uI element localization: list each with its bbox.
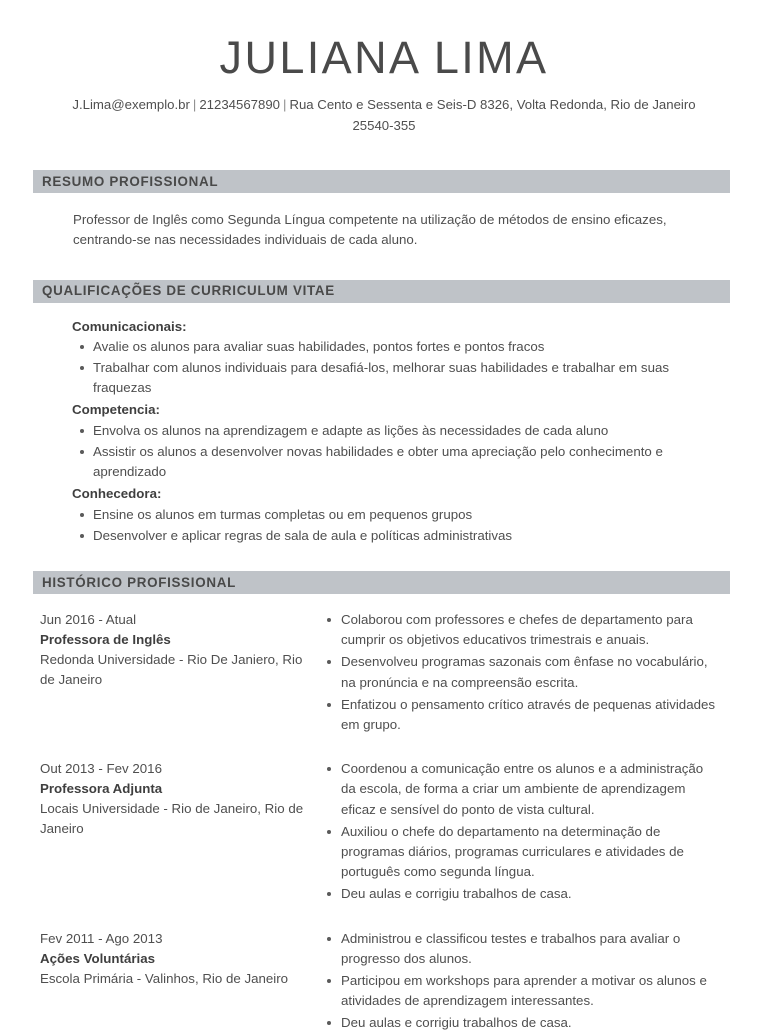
list-item: Desenvolveu programas sazonais com ênfase no vocabulário, na pronúncia e na compreensão escrita. — [325, 652, 720, 692]
list-item: Administrou e classificou testes e trabalhos para avaliar o progresso dos alunos. — [325, 929, 720, 969]
experience-entry — [40, 759, 738, 906]
experience-organization: Escola Primária - Valinhos, Rio de Janeiro — [40, 970, 289, 986]
summary-text: Professor de Inglês como Segunda Língua competente na utilização de métodos de ensino eficazes, centrando-se nas necessidades individuais de cada aluno. — [73, 212, 667, 248]
qualification-group — [72, 399, 716, 482]
experience-job-title: Professora de Inglês — [40, 631, 171, 647]
qualifications-body — [0, 303, 768, 546]
list-item: Ensine os alunos em turmas completas ou em pequenos grupos — [72, 505, 716, 525]
section-title-experience: HISTÓRICO PROFISSIONAL — [42, 574, 236, 590]
section-qualifications — [0, 280, 768, 546]
experience-organization: Redonda Universidade - Rio De Janiero, Rio de Janeiro — [40, 651, 303, 687]
qualification-group — [72, 483, 716, 546]
qualification-group-heading: Conhecedora: — [72, 486, 162, 502]
experience-entry-details — [325, 759, 738, 906]
experience-body — [0, 594, 768, 1036]
qualification-list — [72, 505, 716, 546]
experience-entry-details — [325, 610, 738, 737]
list-item: Auxiliou o chefe do departamento na determinação de programas diários, programas curriculares e atividades de português como segunda língua. — [325, 822, 720, 883]
experience-dates: Fev 2011 - Ago 2013 — [40, 930, 163, 946]
resume-header — [0, 0, 768, 136]
summary-body — [0, 193, 768, 250]
list-item: Deu aulas e corrigiu trabalhos de casa. — [325, 1013, 720, 1033]
contact-address: Rua Cento e Sessenta e Seis-D 8326, Volta Redonda, Rio de Janeiro — [289, 97, 696, 113]
experience-entry-meta — [40, 929, 325, 989]
list-item: Trabalhar com alunos individuais para desafiá-los, melhorar suas habilidades e trabalhar em suas fraquezas — [72, 358, 716, 398]
page-title: JULIANA LIMA — [219, 32, 549, 83]
qualification-list — [72, 421, 716, 483]
experience-job-title: Ações Voluntárias — [40, 950, 156, 966]
experience-entry-meta — [40, 759, 325, 839]
experience-bullet-list — [325, 929, 720, 1034]
contact-phone: 21234567890 — [199, 97, 280, 113]
contact-separator-1: | — [192, 97, 197, 113]
section-title-qualifications: QUALIFICAÇÕES DE CURRICULUM VITAE — [42, 283, 335, 299]
experience-organization: Locais Universidade - Rio de Janeiro, Rio de Janeiro — [40, 801, 304, 837]
contact-email: J.Lima@exemplo.br — [72, 97, 190, 113]
qualification-group-heading: Competencia: — [72, 402, 160, 418]
list-item: Desenvolver e aplicar regras de sala de aula e políticas administrativas — [72, 526, 716, 546]
experience-entry — [40, 929, 738, 1036]
section-title-summary: RESUMO PROFISSIONAL — [42, 173, 219, 189]
list-item: Deu aulas e corrigiu trabalhos de casa. — [325, 884, 720, 904]
list-item: Colaborou com professores e chefes de departamento para cumprir os objetivos educativos trimestrais e anuais. — [325, 610, 720, 650]
contact-separator-2: | — [283, 97, 287, 113]
experience-dates: Out 2013 - Fev 2016 — [40, 761, 162, 777]
experience-entry-details — [325, 929, 738, 1036]
experience-job-title: Professora Adjunta — [40, 781, 163, 797]
list-item: Coordenou a comunicação entre os alunos e a administração da escola, de forma a criar um ambiente de aprendizagem eficaz e sensível do ponto de vista cultural. — [325, 759, 720, 820]
section-bar-summary — [33, 170, 730, 193]
experience-entry — [40, 610, 738, 737]
list-item: Participou em workshops para aprender a motivar os alunos e atividades de aprendizagem interessantes. — [325, 971, 720, 1011]
experience-bullet-list — [325, 759, 720, 904]
contact-line — [54, 95, 714, 136]
qualification-list — [72, 337, 716, 399]
list-item: Avalie os alunos para avaliar suas habilidades, pontos fortes e pontos fracos — [72, 337, 716, 357]
qualification-group — [72, 316, 716, 399]
section-bar-qualifications — [33, 280, 730, 303]
experience-dates: Jun 2016 - Atual — [40, 611, 137, 627]
section-experience — [0, 571, 768, 1036]
experience-entry-meta — [40, 610, 325, 690]
list-item: Assistir os alunos a desenvolver novas habilidades e obter uma apreciação pelo conhecimento e aprendizado — [72, 442, 716, 482]
contact-postal-code: 25540-355 — [352, 117, 416, 133]
qualification-group-heading: Comunicacionais: — [72, 318, 187, 334]
section-summary — [0, 170, 768, 250]
experience-bullet-list — [325, 610, 720, 735]
section-bar-experience — [33, 571, 730, 594]
list-item: Enfatizou o pensamento crítico através de pequenas atividades em grupo. — [325, 695, 720, 735]
list-item: Envolva os alunos na aprendizagem e adapte as lições às necessidades de cada aluno — [72, 421, 716, 441]
